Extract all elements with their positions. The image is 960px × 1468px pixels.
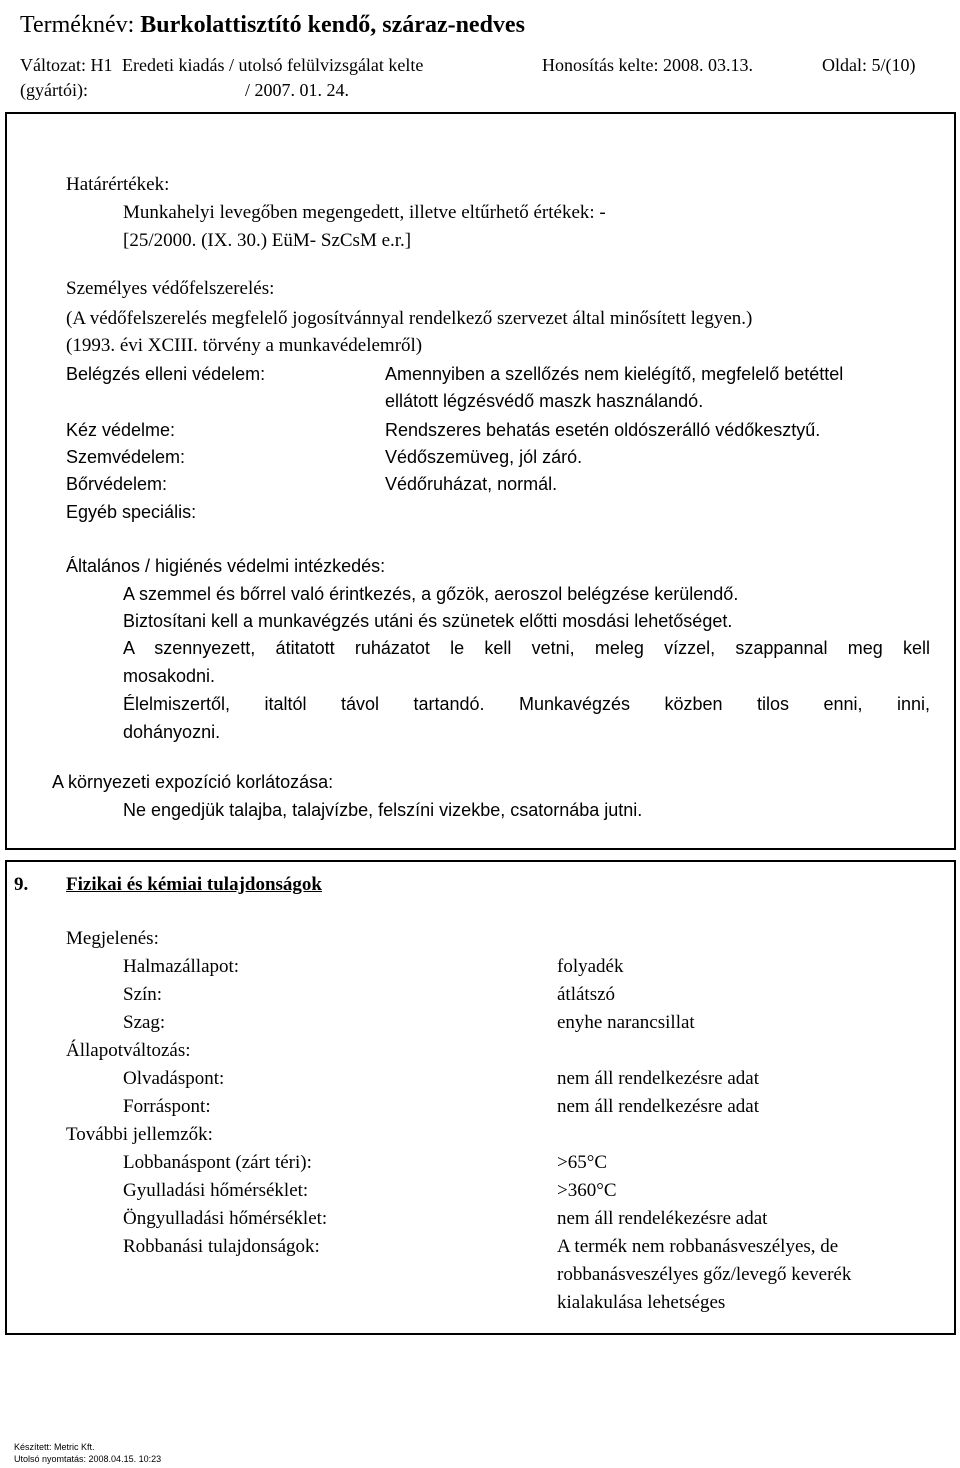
footer-printed: Utolsó nyomtatás: 2008.04.15. 10:23 bbox=[14, 1454, 162, 1464]
product-name-prefix: Terméknév: bbox=[20, 12, 135, 38]
box-top-border bbox=[5, 112, 956, 114]
box-bottom-border bbox=[5, 848, 956, 850]
prop-label-ignition: Gyulladási hőmérséklet: bbox=[123, 1180, 309, 1201]
page-number: Oldal: 5/(10) bbox=[822, 55, 916, 75]
prop-label-color: Szín: bbox=[123, 984, 163, 1005]
hygiene-line-3a: A szennyezett, átitatott ruházatot le kell vetni, meleg vízzel, szappannal meg kell bbox=[123, 638, 930, 658]
ppe-value-skin: Védőruházat, normál. bbox=[385, 474, 558, 494]
ppe-heading: Személyes védőfelszerelés: bbox=[66, 278, 275, 299]
hygiene-line-2: Biztosítani kell a munkavégzés utáni és szünetek előtti mosdási lehetőséget. bbox=[123, 611, 733, 631]
ppe-label-eye: Szemvédelem: bbox=[66, 447, 186, 467]
appearance-heading: Megjelenés: bbox=[66, 928, 159, 949]
section9-box-top-border bbox=[5, 860, 956, 862]
prop-label-autoignition: Öngyulladási hőmérséklet: bbox=[123, 1208, 328, 1229]
ppe-label-respiratory: Belégzés elleni védelem: bbox=[66, 364, 266, 384]
box-right-border bbox=[954, 112, 956, 850]
version: Változat: H1 bbox=[20, 55, 113, 75]
prop-value-melting: nem áll rendelkezésre adat bbox=[557, 1068, 760, 1089]
edition-label-2: (gyártói): bbox=[20, 80, 88, 100]
national-date: Honosítás kelte: 2008. 03.13. bbox=[542, 55, 753, 75]
state-change-heading: Állapotváltozás: bbox=[66, 1040, 191, 1061]
limits-line-2: [25/2000. (IX. 30.) EüM- SzCsM e.r.] bbox=[123, 230, 412, 251]
ppe-line-2: (1993. évi XCIII. törvény a munkavédelemről) bbox=[66, 335, 423, 356]
prop-value-color: átlátszó bbox=[557, 984, 616, 1005]
edition-label: Eredeti kiadás / utolsó felülvizsgálat kelte bbox=[122, 55, 424, 75]
product-name-line bbox=[20, 12, 525, 39]
hygiene-heading: Általános / higiénés védelmi intézkedés: bbox=[66, 556, 386, 576]
prop-label-boiling: Forráspont: bbox=[123, 1096, 211, 1117]
prop-value-state: folyadék bbox=[557, 956, 624, 977]
limits-heading: Határértékek: bbox=[66, 174, 170, 195]
ppe-value-eye: Védőszemüveg, jól záró. bbox=[385, 447, 583, 467]
hygiene-line-1: A szemmel és bőrrel való érintkezés, a gőzök, aeroszol belégzése kerülendő. bbox=[123, 584, 739, 604]
ppe-value-respiratory-2: ellátott légzésvédő maszk használandó. bbox=[385, 391, 704, 411]
environment-line-1: Ne engedjük talajba, talajvízbe, felszíni vizekbe, csatornába jutni. bbox=[123, 800, 643, 820]
prop-value-odor: enyhe narancsillat bbox=[557, 1012, 695, 1033]
prop-value-autoignition: nem áll rendelékezésre adat bbox=[557, 1208, 768, 1229]
prop-value-boiling: nem áll rendelkezésre adat bbox=[557, 1096, 760, 1117]
prop-label-odor: Szag: bbox=[123, 1012, 166, 1033]
section-number: 9. bbox=[14, 874, 29, 895]
ppe-label-other: Egyéb speciális: bbox=[66, 502, 197, 522]
hygiene-line-4a: Élelmiszertől, italtól távol tartandó. Munkavégzés közben tilos enni, inni, bbox=[123, 694, 930, 714]
prop-label-melting: Olvadáspont: bbox=[123, 1068, 225, 1089]
section9-box-left-border bbox=[5, 860, 7, 1335]
footer-prepared-by: Készített: Metric Kft. bbox=[14, 1442, 95, 1452]
other-props-heading: További jellemzők: bbox=[66, 1124, 213, 1145]
prop-value-explosive-3: kialakulása lehetséges bbox=[557, 1292, 726, 1313]
ppe-label-skin: Bőrvédelem: bbox=[66, 474, 168, 494]
ppe-value-hand: Rendszeres behatás esetén oldószerálló védőkesztyű. bbox=[385, 420, 821, 440]
limits-line-1: Munkahelyi levegőben megengedett, illetve eltűrhető értékek: - bbox=[123, 202, 606, 223]
hygiene-line-3b: mosakodni. bbox=[123, 666, 216, 686]
hygiene-line-4b: dohányozni. bbox=[123, 722, 221, 742]
prop-value-explosive: A termék nem robbanásveszélyes, de bbox=[557, 1236, 839, 1257]
ppe-value-respiratory: Amennyiben a szellőzés nem kielégítő, megfelelő betéttel bbox=[385, 364, 844, 384]
prop-value-ignition: >360°C bbox=[557, 1180, 617, 1201]
prop-label-explosive: Robbanási tulajdonságok: bbox=[123, 1236, 320, 1257]
prop-label-state: Halmazállapot: bbox=[123, 956, 240, 977]
box-left-border bbox=[5, 112, 7, 850]
environment-heading: A környezeti expozíció korlátozása: bbox=[52, 772, 334, 792]
section-title: Fizikai és kémiai tulajdonságok bbox=[66, 874, 322, 895]
product-name: Burkolattisztító kendő, száraz-nedves bbox=[140, 12, 525, 38]
section9-box-right-border bbox=[954, 860, 956, 1335]
prop-value-flash: >65°C bbox=[557, 1152, 607, 1173]
edition-date: / 2007. 01. 24. bbox=[245, 80, 350, 100]
ppe-label-hand: Kéz védelme: bbox=[66, 420, 176, 440]
section9-box-bottom-border bbox=[5, 1333, 956, 1335]
ppe-line-1: (A védőfelszerelés megfelelő jogosítvánnyal rendelkező szervezet által minősített legyen.) bbox=[66, 308, 753, 329]
prop-value-explosive-2: robbanásveszélyes gőz/levegő keverék bbox=[557, 1264, 852, 1285]
prop-label-flash: Lobbanáspont (zárt téri): bbox=[123, 1152, 312, 1173]
